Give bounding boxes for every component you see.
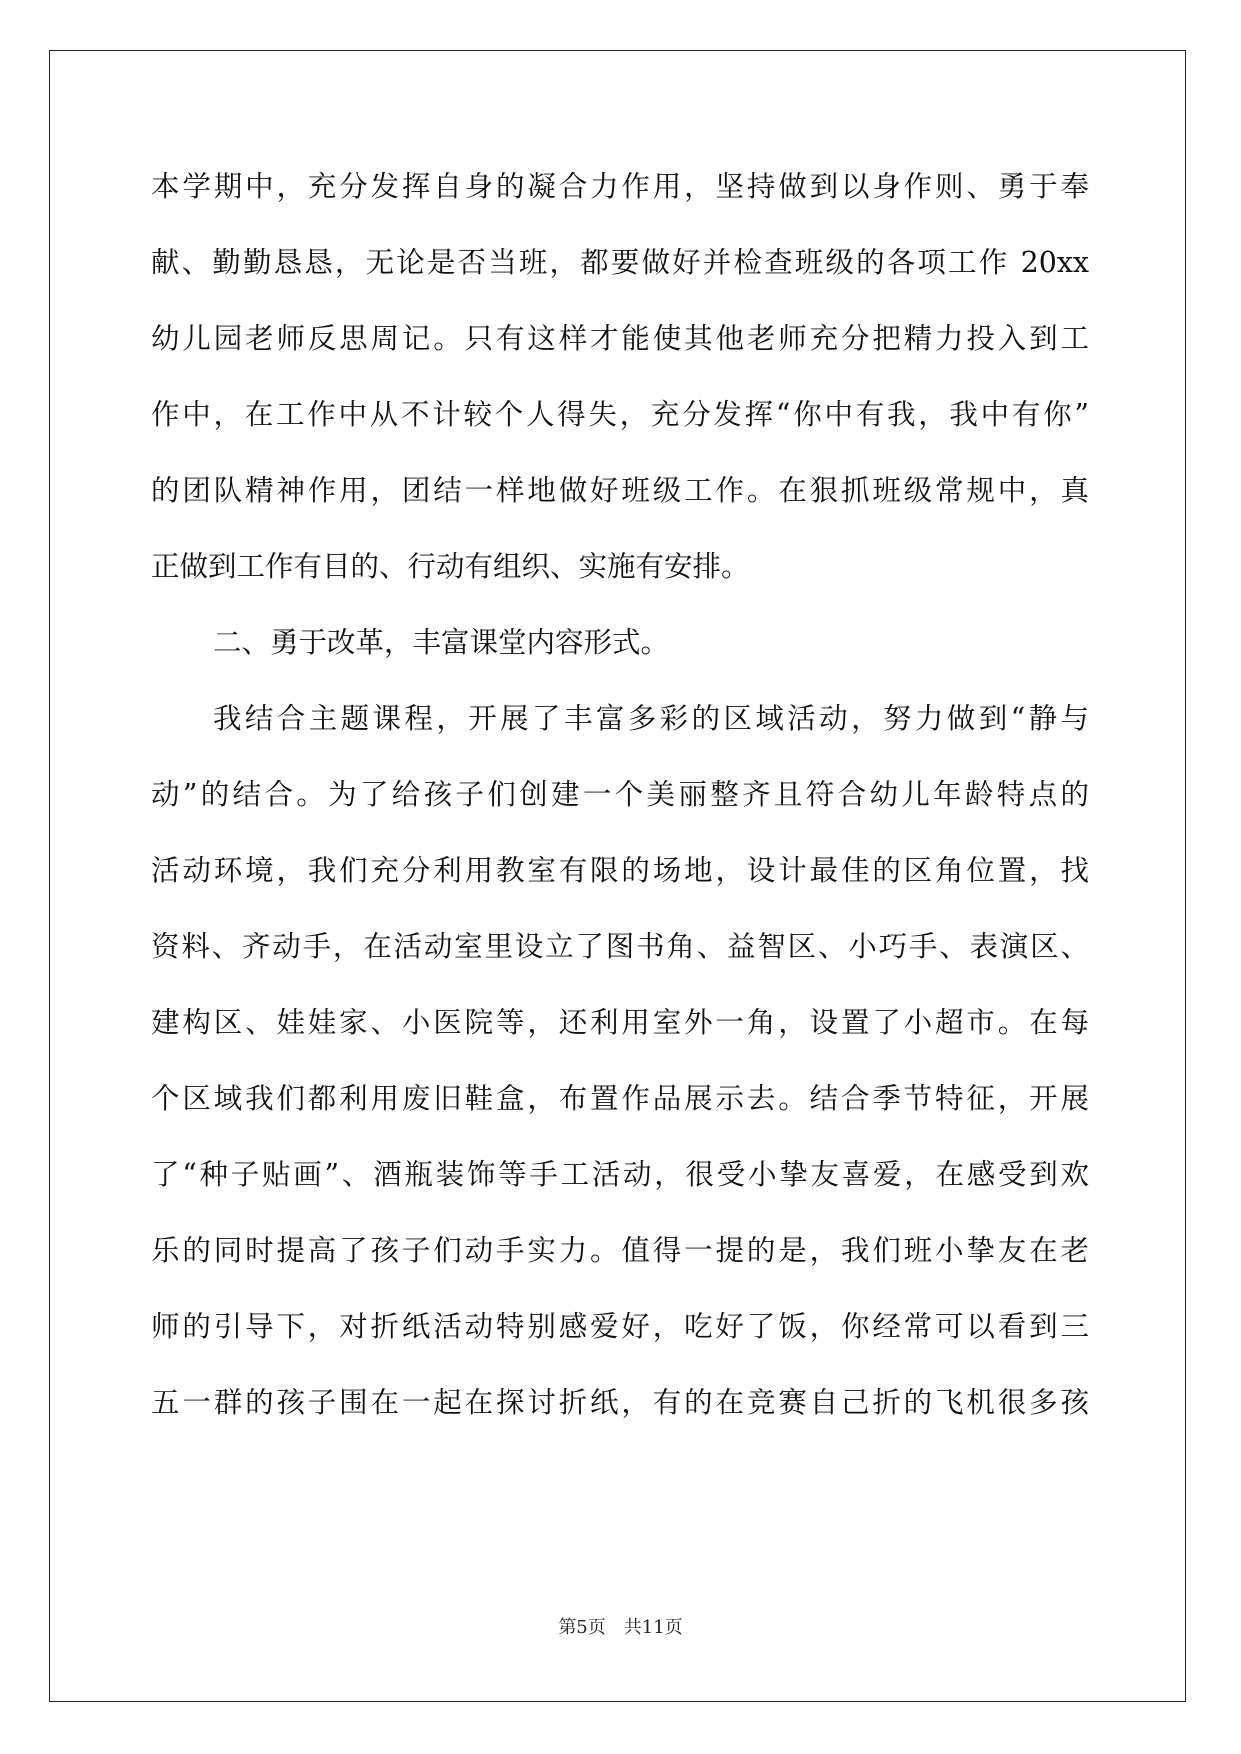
section-heading: 二、勇于改革，丰富课堂内容形式。: [213, 626, 670, 659]
text-line: 幼儿园老师反思周记。只有这样才能使其他老师充分把精力投入到工: [151, 322, 1089, 355]
text-line: 个区域我们都利用废旧鞋盒，布置作品展示去。结合季节特征，开展: [151, 1082, 1089, 1115]
text-line: 本学期中，充分发挥自身的凝合力作用，坚持做到以身作则、勇于奉: [151, 170, 1089, 203]
text-line: 五一群的孩子围在一起在探讨折纸，有的在竞赛自己折的飞机很多孩: [151, 1386, 1089, 1419]
text-line: 我结合主题课程，开展了丰富多彩的区域活动，努力做到“静与: [213, 702, 1089, 735]
text-line: 动”的结合。为了给孩子们创建一个美丽整齐且符合幼儿年龄特点的: [151, 778, 1089, 811]
text-line: 的团队精神作用，团结一样地做好班级工作。在狠抓班级常规中，真: [151, 474, 1089, 507]
text-line: 建构区、娃娃家、小医院等，还利用室外一角，设置了小超市。在每: [151, 1006, 1089, 1039]
text-line: 正做到工作有目的、行动有组织、实施有安排。: [151, 550, 750, 583]
text-line: 资料、齐动手，在活动室里设立了图书角、益智区、小巧手、表演区、: [151, 930, 1089, 963]
text-line: 师的引导下，对折纸活动特别感爱好，吃好了饭，你经常可以看到三: [151, 1310, 1089, 1343]
text-line: 献、勤勤恳恳，无论是否当班，都要做好并检查班级的各项工作 20xx: [151, 246, 1089, 279]
text-line: 乐的同时提高了孩子们动手实力。值得一提的是，我们班小挚友在老: [151, 1234, 1089, 1267]
text-line: 活动环境，我们充分利用教室有限的场地，设计最佳的区角位置，找: [151, 854, 1089, 887]
text-line: 了“种子贴画”、酒瓶装饰等手工活动，很受小挚友喜爱，在感受到欢: [151, 1158, 1089, 1191]
page-number-footer: 第5页 共11页: [558, 1617, 683, 1638]
text-line: 作中，在工作中从不计较个人得失，充分发挥“你中有我，我中有你”: [151, 398, 1089, 431]
